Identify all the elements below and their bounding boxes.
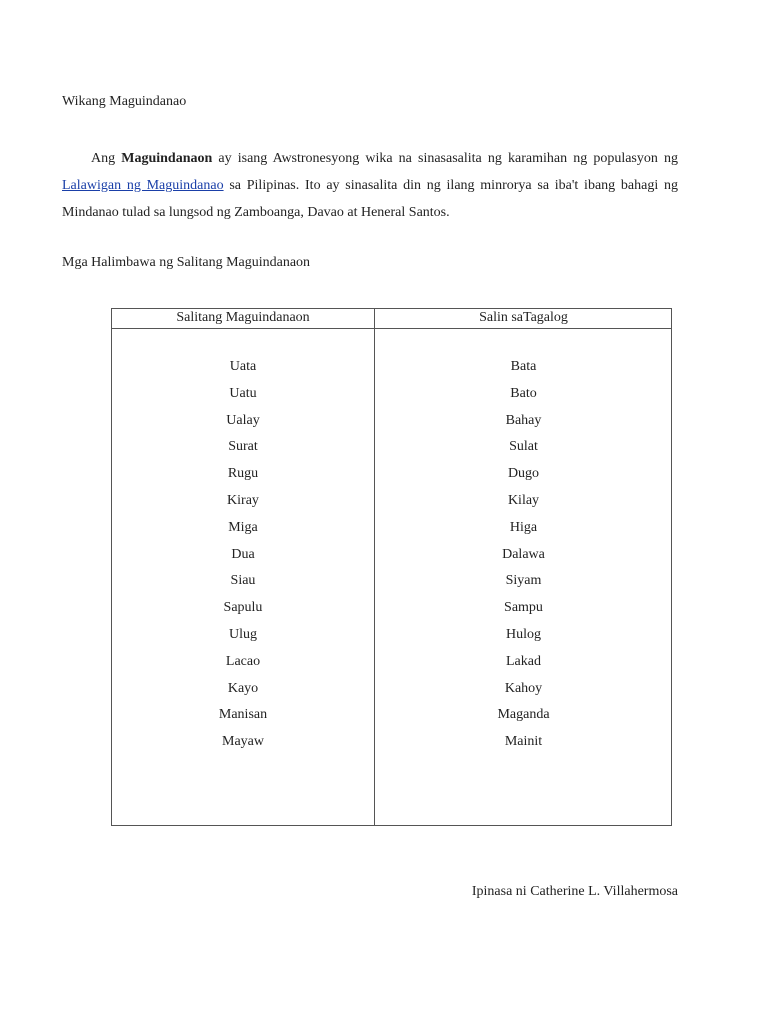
paragraph-part1: ay isang Awstronesyong wika na sinasasalita ng karamihan ng populasyon ng [212, 151, 678, 166]
table-header-divider [112, 328, 671, 329]
table-cell-maguindanaon: Lacao [225, 653, 261, 669]
table-header-maguindanaon: Salitang Maguindanaon [176, 310, 310, 325]
table-cell-maguindanaon: Kayo [227, 680, 259, 696]
table-cell-tagalog: Kahoy [504, 680, 543, 696]
table-cell-maguindanaon: Mayaw [222, 734, 264, 750]
word-table [111, 308, 672, 826]
signature-line: Ipinasa ni Catherine L. Villahermosa [471, 884, 678, 899]
table-cell-maguindanaon: Dua [231, 546, 255, 562]
table-cell-tagalog: Lakad [506, 653, 541, 669]
document-title: Wikang Maguindanao [62, 94, 187, 109]
table-cell-tagalog: Siyam [505, 573, 542, 589]
table-cell-tagalog: Bahay [505, 412, 542, 428]
table-cell-maguindanaon: Siau [230, 573, 256, 589]
table-cell-maguindanaon: Uata [229, 359, 257, 374]
table-cell-tagalog: Dugo [507, 466, 540, 482]
examples-subtitle: Mga Halimbawa ng Salitang Maguindanaon [62, 255, 311, 270]
table-cell-tagalog: Sulat [509, 439, 538, 455]
table-cell-maguindanaon: Miga [228, 519, 258, 535]
table-cell-maguindanaon: Ulug [229, 626, 257, 642]
tagalog-column [375, 354, 672, 756]
table-cell-maguindanaon: Surat [228, 439, 258, 455]
table-cell-tagalog: Bato [510, 385, 537, 401]
table-header-tagalog: Salin saTagalog [479, 310, 568, 325]
table-cell-tagalog: Hulog [506, 626, 541, 642]
table-cell-tagalog: Kilay [507, 492, 540, 508]
table-cell-tagalog: Bata [510, 359, 537, 374]
table-cell-tagalog: Higa [509, 519, 538, 535]
table-cell-tagalog: Sampu [504, 600, 543, 616]
table-cell-maguindanaon: Ualay [226, 412, 260, 428]
table-cell-tagalog: Maganda [497, 707, 550, 723]
table-cell-tagalog: Mainit [504, 734, 543, 750]
table-cell-maguindanaon: Rugu [227, 466, 259, 482]
table-cell-maguindanaon: Uatu [229, 385, 257, 401]
paragraph-bold-term: Maguindanaon [121, 151, 213, 166]
table-cell-maguindanaon: Manisan [218, 707, 268, 723]
paragraph-link[interactable]: Lalawigan ng Maguindanao [62, 178, 224, 193]
paragraph-part2: sa Pilipinas. Ito ay sinasalita din ng ilang minrorya sa iba't ibang bahagi ng Mindanao tulad sa lungsod ng Zamboanga, Davao at Heneral Santos. [62, 178, 678, 220]
paragraph-lead: Ang [91, 151, 122, 166]
intro-paragraph [62, 145, 678, 226]
table-cell-maguindanaon: Sapulu [223, 600, 263, 616]
table-cell-tagalog: Dalawa [502, 546, 545, 562]
table-cell-maguindanaon: Kiray [227, 492, 259, 508]
maguindanaon-column [112, 354, 374, 756]
